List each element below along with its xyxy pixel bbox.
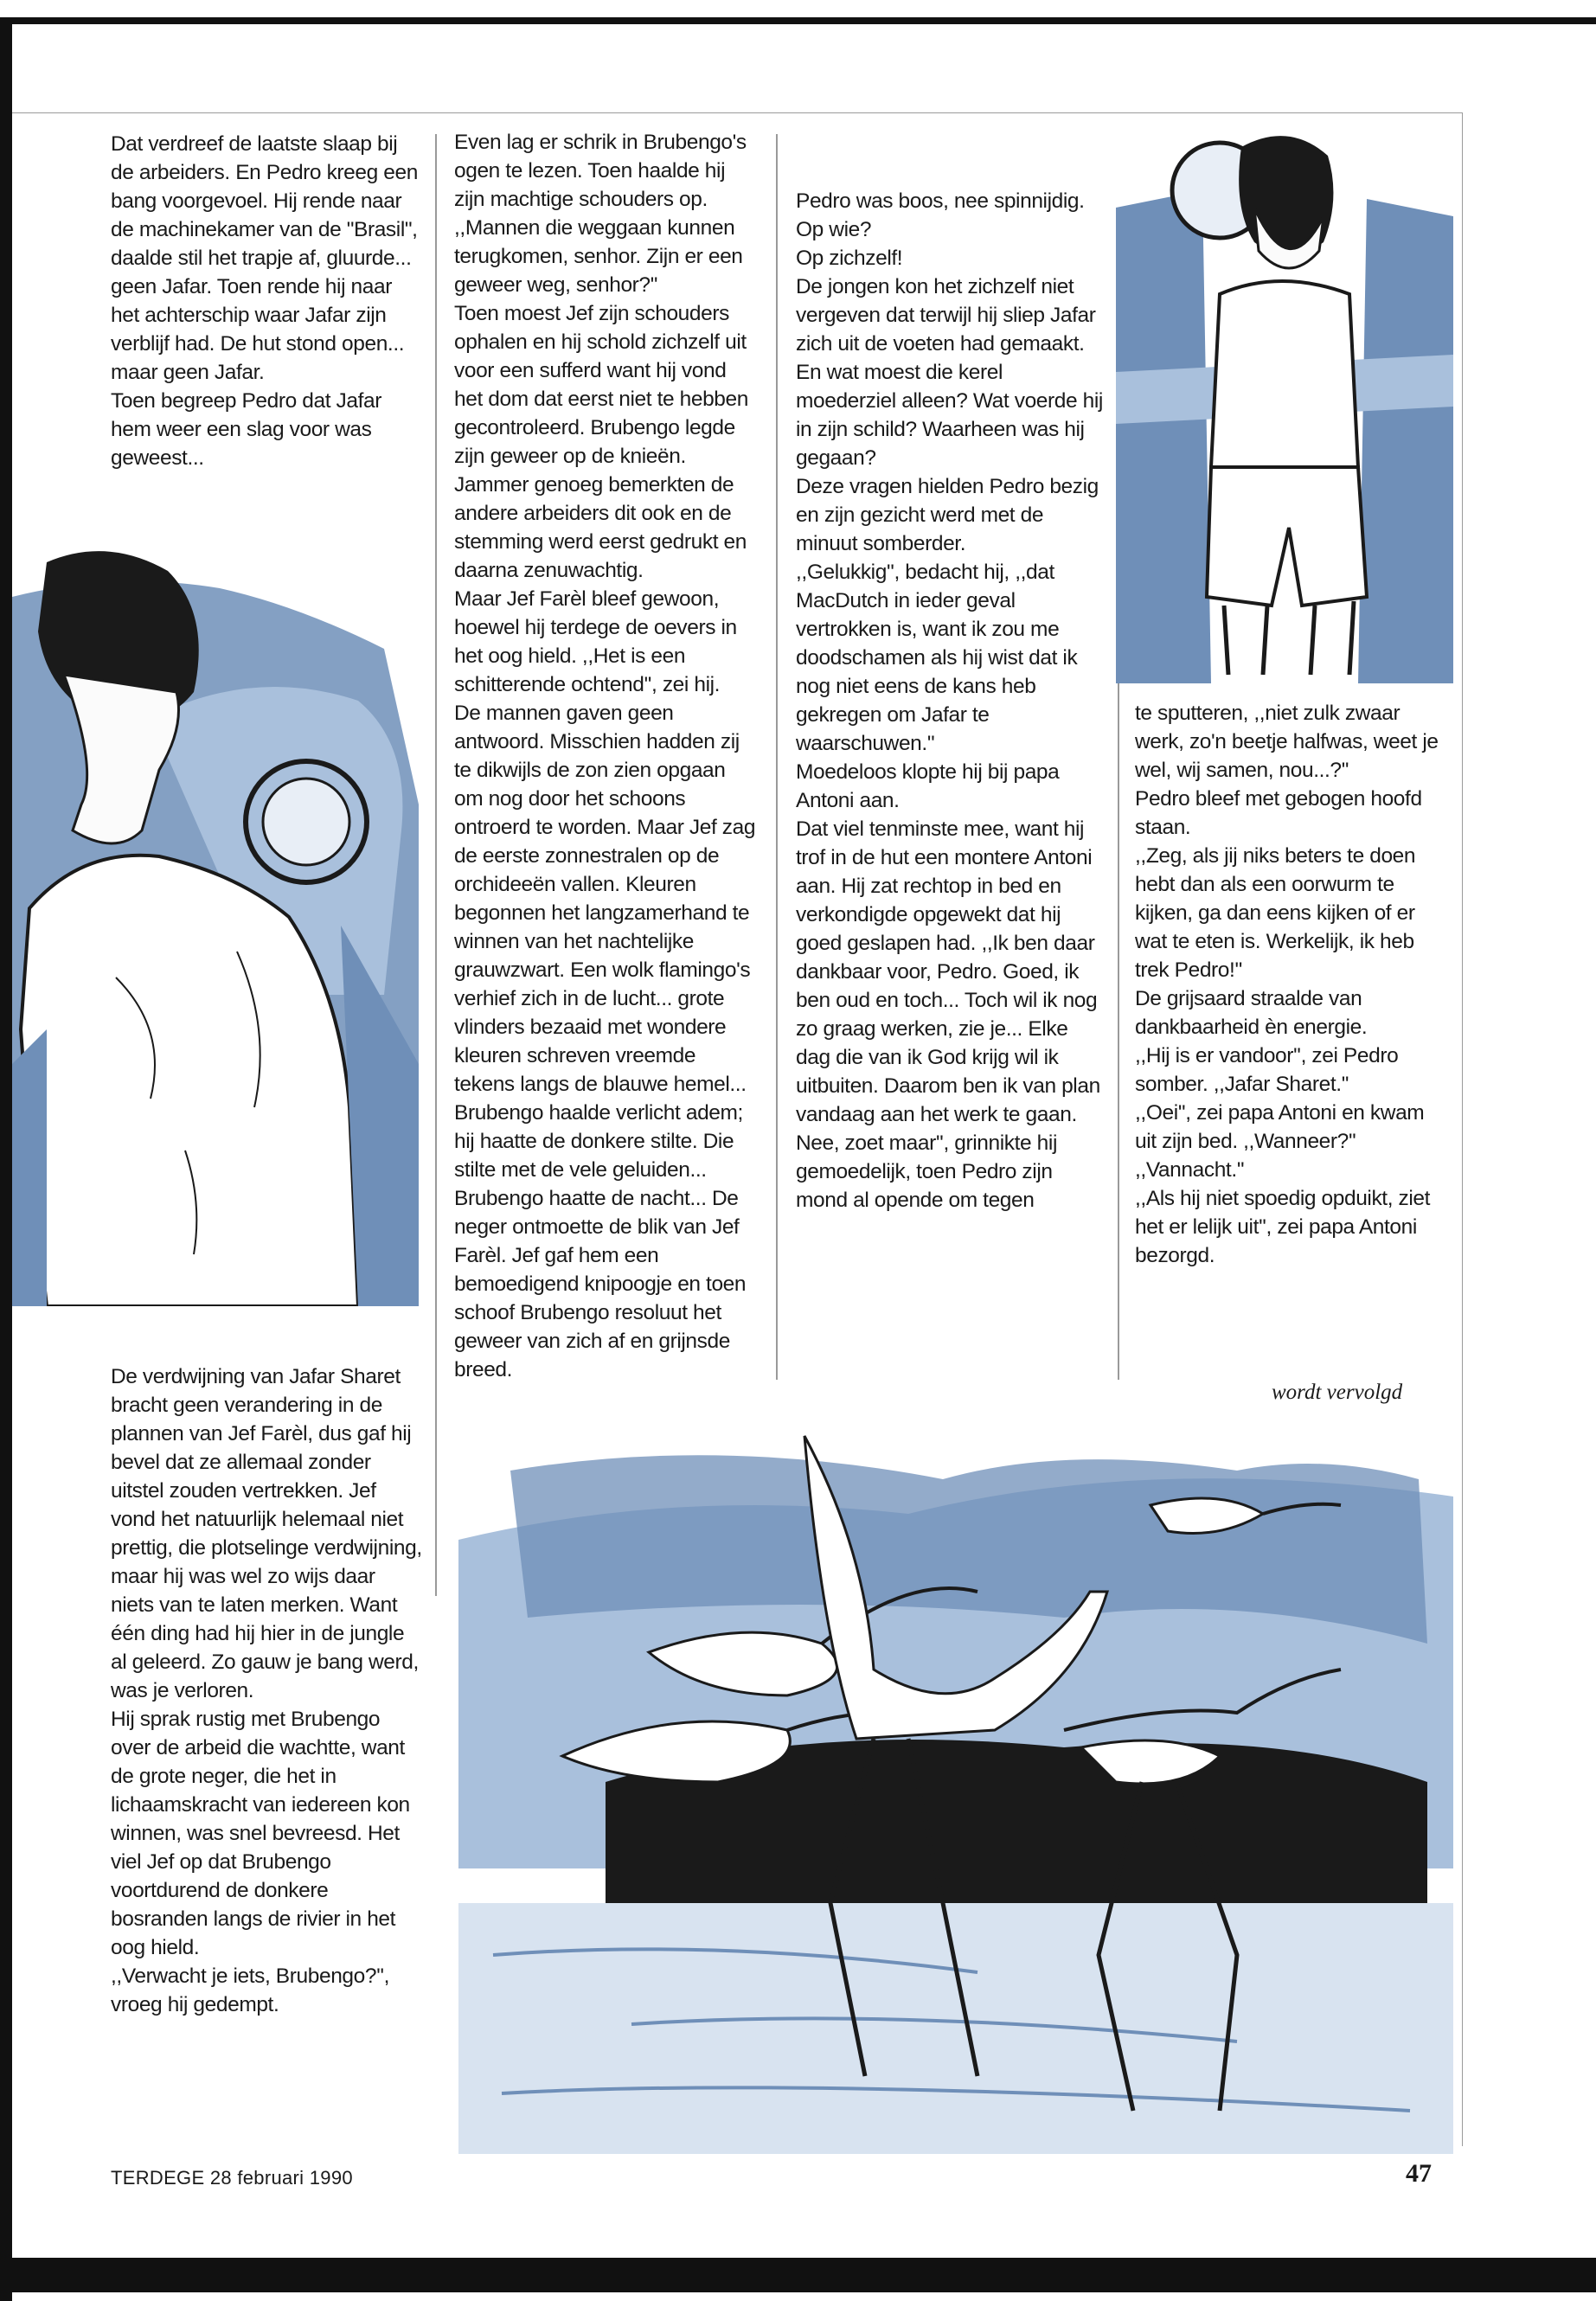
publication-footer: TERDEGE 28 februari 1990 [111, 2167, 353, 2189]
page-frame-bottom [0, 2258, 1596, 2292]
paragraph: Pedro bleef met gebogen hoofd staan. [1135, 787, 1422, 839]
paragraph: De jongen kon het zichzelf niet vergeven dat terwijl hij sliep Jafar zich uit de voeten had gemaakt. En wat moest die kerel moederziel alleen? Wat voerde hij in zijn schild? Waarheen was hij gegaan? [796, 275, 1103, 470]
column-rule [776, 134, 778, 1380]
paragraph: Toen moest Jef zijn schouders ophalen en hij schold zichzelf uit voor een sufferd want hij vond het dom dat eerst niet te hebben gecontroleerd. Brubengo legde zijn geweer op de knieën. Jammer genoeg bemerkten de andere arbeiders dit ook en de stemming werd eerst gedrukt en daarna zenuwachtig. [454, 302, 748, 582]
paragraph: De verdwijning van Jafar Sharet bracht geen verandering in de plannen van Jef Farèl, dus gaf hij bevel dat ze allemaal zonder uitstel zouden vertrekken. Jef vond het natuurlijk helemaal niet prettig, die plotselinge verdwijning, maar hij was wel zo wijs daar niets van te laten merken. Want één ding had hij hier in de jungle al geleerd. Zo gauw je bang werd, was je verloren. [111, 1365, 422, 1702]
paragraph: Toen begreep Pedro dat Jafar hem weer een slag voor was geweest... [111, 389, 381, 470]
column-3 [796, 130, 1103, 1215]
to-be-continued: wordt vervolgd [1272, 1381, 1403, 1404]
paragraph: ,,Vannacht.'' [1135, 1158, 1245, 1182]
paragraph: Maar Jef Farèl bleef gewoon, hoewel hij terdege de oevers in het oog hield. ,,Het is een schitterende ochtend'', zei hij. [454, 587, 737, 696]
flamingos-illustration [458, 1419, 1453, 2154]
column-1-top [111, 130, 422, 472]
standing-boy-illustration [1116, 121, 1453, 683]
paragraph: ,,Verwacht je iets, Brubengo?'', vroeg hij gedempt. [111, 1965, 390, 2016]
paragraph: De grijsaard straalde van dankbaarheid èn energie. [1135, 987, 1368, 1039]
paragraph: Op zichzelf! [796, 247, 903, 270]
paragraph: ,,Als hij niet spoedig opduikt, ziet het er lelijk uit'', zei papa Antoni bezorgd. [1135, 1187, 1431, 1267]
column-rule [435, 134, 437, 1596]
boy-back-illustration [12, 545, 427, 1306]
paragraph: Moedeloos klopte hij bij papa Antoni aan. [796, 760, 1060, 812]
paragraph: Even lag er schrik in Brubengo's ogen te lezen. Toen haalde hij zijn machtige schouders op. ,,Mannen die weggaan kunnen terugkomen, senhor. Zijn er een geweer weg, senhor?'' [454, 131, 747, 297]
paragraph: Deze vragen hielden Pedro bezig en zijn gezicht werd met de minuut somberder. [796, 475, 1099, 555]
paragraph: Pedro was boos, nee spinnijdig. [796, 189, 1085, 213]
paragraph: Dat viel tenminste mee, want hij trof in de hut een montere Antoni aan. Hij zat rechtop in bed en verkondigde opgewekt dat hij goed geslapen had. ,,Ik ben daar dankbaar voor, Pedro. Goed, ik ben oud en toch... Toch wil ik nog zo graag werken, zie je... Elke dag die van ik God krijg wil ik uitbuiten. Daarom ben ik van plan vandaag aan het werk te gaan. Nee, zoet maar'', grinnikte hij gemoedelijk, toen Pedro zijn mond al opende om tegen [796, 817, 1100, 1212]
paragraph: Brubengo haalde verlicht adem; hij haatte de donkere stilte. Die stilte met de vele geluiden... Brubengo haatte de nacht... De neger ontmoette de blik van Jef Farèl. Jef gaf hem een bemoedigend knipoogje en toen schoof Brubengo resoluut het geweer van zich af en grijnsde breed. [454, 1101, 747, 1381]
column-4 [1135, 699, 1446, 1270]
column-1-bottom [111, 1362, 422, 2019]
paragraph: te sputteren, ,,niet zulk zwaar werk, zo'n beetje halfwas, weet je wel, wij samen, nou...?'' [1135, 702, 1439, 782]
page-frame-top [0, 17, 1596, 24]
paragraph: ,,Zeg, als jij niks beters te doen hebt dan als een oorwurm te kijken, ga dan eens kijken of er wat te eten is. Werkelijk, ik heb trek Pedro!'' [1135, 844, 1416, 982]
page-frame-left [0, 17, 12, 2301]
page-number: 47 [1406, 2159, 1432, 2188]
paragraph: Dat verdreef de laatste slaap bij de arbeiders. En Pedro kreeg een bang voorgevoel. Hij rende naar de machinekamer van de "Brasil", daalde stil het trapje af, gluurde... geen Jafar. Toen rende hij naar het achterschip waar Jafar zijn verblijf had. De hut stond open... maar geen Jafar. [111, 132, 418, 384]
paragraph: Hij sprak rustig met Brubengo over de arbeid die wachtte, want de grote neger, die het in lichaamskracht van iedereen kon winnen, was snel bevreesd. Het viel Jef op dat Brubengo voortdurend de donkere bosranden langs de rivier in het oog hield. [111, 1708, 410, 1959]
paragraph: De mannen gaven geen antwoord. Misschien hadden zij te dikwijls de zon zien opgaan om nog door het schoons ontroerd te worden. Maar Jef zag de eerste zonnestralen op de orchideeën vallen. Kleuren begonnen het langzamerhand te winnen van het nachtelijke grauwzwart. Een wolk flamingo's verhief zich in de lucht... grote vlinders bezaaid met wondere kleuren schreven vreemde tekens langs de blauwe hemel... [454, 702, 756, 1096]
paragraph: ,,Gelukkig'', bedacht hij, ,,dat MacDutch in ieder geval vertrokken is, want ik zou me doodschamen als hij wist dat ik nog niet eens de kans heb gekregen om Jafar te waarschuwen.'' [796, 561, 1078, 755]
paragraph: ,,Oei'', zei papa Antoni en kwam uit zijn bed. ,,Wanneer?'' [1135, 1101, 1425, 1153]
paragraph: ,,Hij is er vandoor'', zei Pedro somber. ,,Jafar Sharet.'' [1135, 1044, 1399, 1096]
paragraph: Op wie? [796, 218, 872, 241]
column-2 [454, 128, 757, 1384]
